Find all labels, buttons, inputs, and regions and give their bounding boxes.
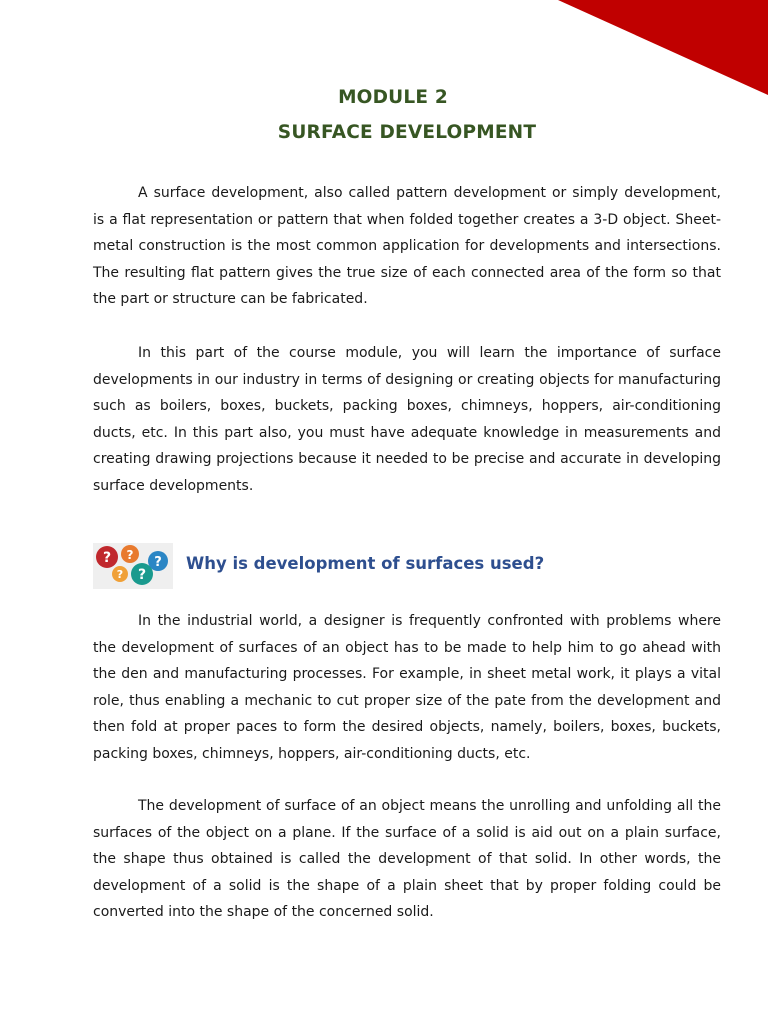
svg-text:?: ?	[126, 548, 134, 562]
section-heading: Why is development of surfaces used?	[186, 554, 545, 573]
module-title: SURFACE DEVELOPMENT	[277, 122, 537, 143]
svg-text:?: ?	[102, 550, 112, 566]
intro-paragraph: A surface development, also called pattern development or simply development, is a flat representation or pattern that when folded together creates a 3-D object. Sheet-metal construction is the most common application for developments and intersections. The resulting flat pattern gives the true size of each connected area of the form so that the part or structure can be fabricated.	[93, 185, 721, 307]
svg-text:?: ?	[137, 567, 147, 583]
intro-paragraph: In this part of the course module, you will learn the importance of surface developments in our industry in terms of designing or creating objects for manufacturing such as boilers, boxes, buckets, packing boxes, chimneys, hoppers, air-conditioning ducts, etc. In this part also, you must have adequate knowledge in measurements and creating drawing projections because it needed to be precise and accurate in developing surface developments.	[93, 345, 721, 494]
section-paragraph: In the industrial world, a designer is frequently confronted with problems where the development of surfaces of an object has to be made to help him to go ahead with the den and manufacturing processes. For example, in sheet metal work, it plays a vital role, thus enabling a mechanic to cut proper size of the pate from the development and then fold at proper paces to form the desired objects, namely, boilers, boxes, buckets, packing boxes, chimneys, hoppers, air-conditioning ducts, etc.	[93, 613, 721, 762]
section-paragraph: The development of surface of an object means the unrolling and unfolding all the surfaces of the object on a plane. If the surface of a solid is aid out on a plain surface, the shape thus obtained is called the development of that solid. In other words, the development of a solid is the shape of a plain sheet that by proper folding could be converted into the shape of the concerned solid.	[93, 798, 721, 920]
question-bubbles-icon	[93, 543, 173, 589]
corner-triangle-decoration	[558, 0, 768, 95]
svg-text:?: ?	[154, 555, 162, 570]
module-number: MODULE 2	[338, 87, 448, 108]
svg-text:?: ?	[116, 568, 124, 581]
